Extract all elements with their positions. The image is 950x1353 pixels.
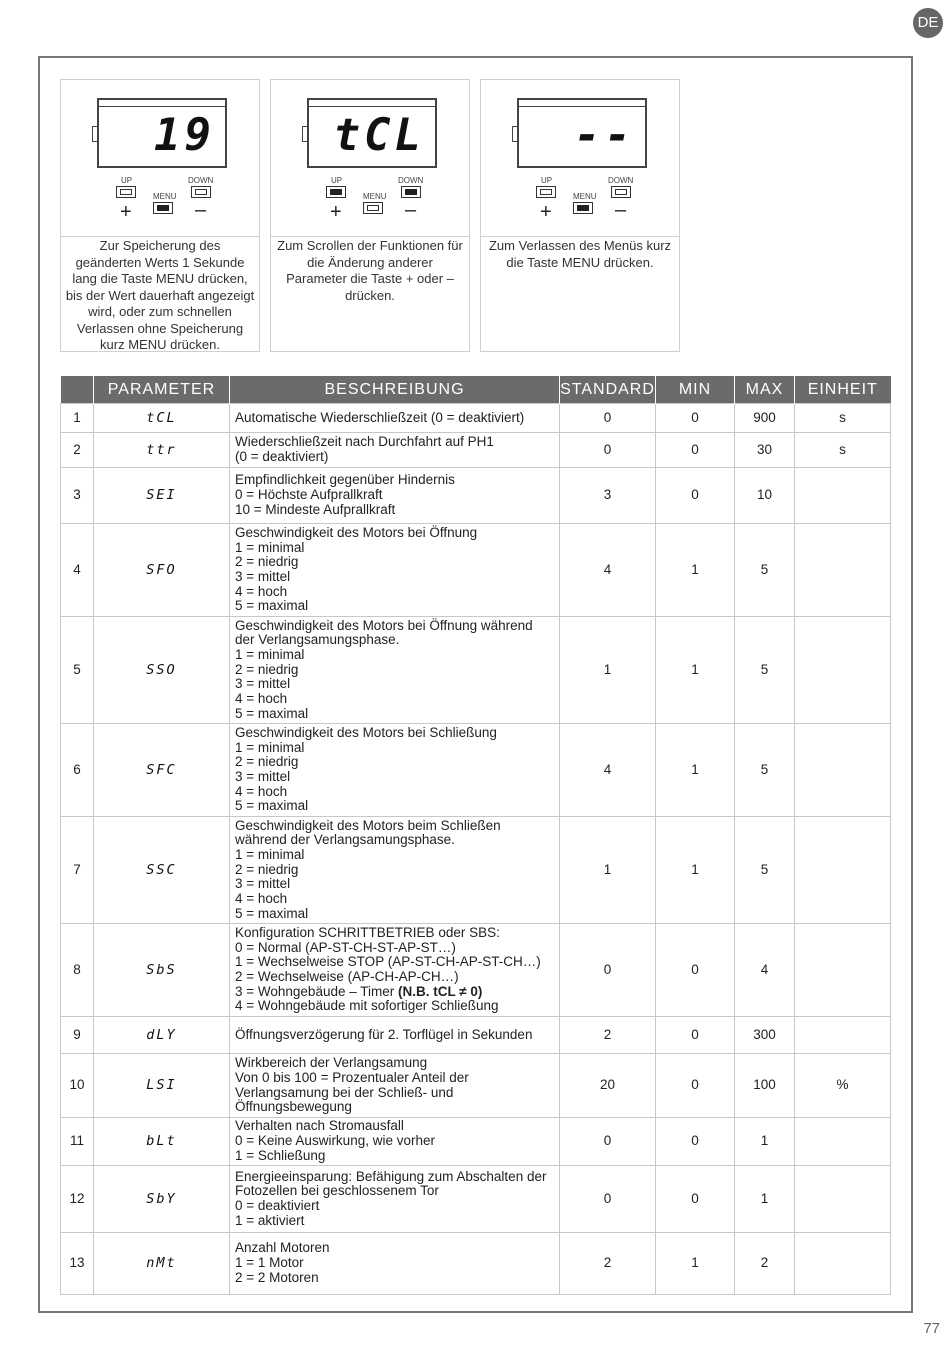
- description-text: 5 = maximal: [235, 705, 309, 721]
- description-line: [235, 1149, 556, 1164]
- instruction-panel-scroll: [270, 79, 470, 352]
- description-line: [235, 1214, 556, 1229]
- row-index: 1: [61, 404, 94, 433]
- description-line: [235, 770, 556, 785]
- up-label: UP: [331, 176, 343, 185]
- description-text: 2 = niedrig: [235, 754, 299, 770]
- description-line: [235, 1134, 556, 1149]
- parameter-description: [230, 1233, 560, 1295]
- header-parameter: PARAMETER: [94, 376, 230, 404]
- description-text: Geschwindigkeit des Motors bei Schließung: [235, 724, 497, 740]
- parameter-code: SFO: [94, 524, 230, 617]
- description-line: [235, 585, 556, 600]
- description-line: [235, 863, 556, 878]
- description-line: [235, 1184, 556, 1199]
- description-line: [235, 707, 556, 722]
- table-row: [61, 468, 891, 524]
- table-row: [61, 617, 891, 724]
- description-text: Anzahl Motoren: [235, 1240, 330, 1256]
- standard-value: 1: [560, 817, 656, 924]
- row-index: 2: [61, 433, 94, 468]
- description-line: [235, 648, 556, 663]
- description-line: [235, 473, 556, 488]
- description-line: [235, 892, 556, 907]
- description-line: [235, 1199, 556, 1214]
- standard-value: 1: [560, 617, 656, 724]
- description-text: Wirkbereich der Verlangsamung: [235, 1055, 428, 1071]
- description-line: [235, 1119, 556, 1134]
- unit-value: [795, 1017, 891, 1054]
- down-label: DOWN: [188, 176, 214, 185]
- description-text: 1 = aktiviert: [235, 1212, 305, 1228]
- standard-value: 4: [560, 524, 656, 617]
- plus-icon: +: [330, 201, 342, 223]
- description-line: [235, 435, 556, 450]
- table-row: [61, 524, 891, 617]
- description-text: 4 = hoch: [235, 891, 288, 907]
- description-line: [235, 1056, 556, 1071]
- max-value: 4: [735, 924, 795, 1017]
- unit-value: [795, 817, 891, 924]
- description-line: [235, 785, 556, 800]
- parameter-code: bLt: [94, 1118, 230, 1166]
- parameter-code: SFC: [94, 724, 230, 817]
- description-text: Geschwindigkeit des Motors beim Schließen: [235, 817, 501, 833]
- table-row: [61, 1017, 891, 1054]
- header-min: MIN: [656, 376, 735, 404]
- max-value: 30: [735, 433, 795, 468]
- max-value: 1: [735, 1118, 795, 1166]
- unit-value: s: [795, 404, 891, 433]
- max-value: 10: [735, 468, 795, 524]
- description-text: Energieeinsparung: Befähigung zum Abschalten der: [235, 1168, 547, 1184]
- parameter-code: ttr: [94, 433, 230, 468]
- table-row: [61, 817, 891, 924]
- down-label: DOWN: [398, 176, 424, 185]
- unit-value: [795, 924, 891, 1017]
- min-value: 0: [656, 1166, 735, 1233]
- min-value: 1: [656, 817, 735, 924]
- menu-label: MENU: [153, 192, 177, 201]
- description-line: [235, 755, 556, 770]
- description-text: 5 = maximal: [235, 798, 309, 814]
- description-line: [235, 1028, 556, 1043]
- max-value: 300: [735, 1017, 795, 1054]
- down-button: [401, 186, 421, 198]
- description-text: 2 = niedrig: [235, 661, 299, 677]
- row-index: 9: [61, 1017, 94, 1054]
- description-text: Automatische Wiederschließzeit (0 = deaktiviert): [235, 409, 525, 425]
- parameter-code: dLY: [94, 1017, 230, 1054]
- parameter-code: SbS: [94, 924, 230, 1017]
- standard-value: 0: [560, 924, 656, 1017]
- row-index: 11: [61, 1118, 94, 1166]
- description-text: Geschwindigkeit des Motors bei Öffnung während: [235, 617, 533, 633]
- unit-value: [795, 1166, 891, 1233]
- table-row: [61, 1166, 891, 1233]
- row-index: 10: [61, 1054, 94, 1118]
- plus-icon: +: [540, 201, 552, 223]
- row-index: 3: [61, 468, 94, 524]
- max-value: 5: [735, 524, 795, 617]
- description-text: 0 = deaktiviert: [235, 1198, 320, 1213]
- max-value: 1: [735, 1166, 795, 1233]
- description-line: [235, 1086, 556, 1101]
- description-line: [235, 663, 556, 678]
- description-line: [235, 955, 556, 970]
- parameter-description: [230, 617, 560, 724]
- description-text: 1 = minimal: [235, 739, 305, 755]
- header-max: MAX: [735, 376, 795, 404]
- description-text: Öffnungsbewegung: [235, 1099, 352, 1115]
- description-line: [235, 1271, 556, 1286]
- description-text: 1 = minimal: [235, 846, 305, 862]
- panel-caption: Zur Speicherung des geänderten Werts 1 Sekunde lang die Taste MENU drücken, bis der Wert dauerhaft angezeigt wird, oder zum schnellen Verlassen ohne Speicherung kurz MENU drücken.: [65, 238, 255, 352]
- description-line: [235, 926, 556, 941]
- description-text: Verhalten nach Stromausfall: [235, 1118, 404, 1134]
- description-text: (0 = deaktiviert): [235, 449, 329, 464]
- menu-label: MENU: [573, 192, 597, 201]
- lcd-display: [517, 98, 647, 168]
- min-value: 0: [656, 433, 735, 468]
- header-standard: STANDARD: [560, 376, 656, 404]
- description-text: 0 = Normal (AP-ST-CH-ST-AP-ST…): [235, 939, 456, 955]
- plus-icon: +: [120, 201, 132, 223]
- description-line: [235, 503, 556, 518]
- page-number: 77: [923, 1320, 940, 1337]
- instruction-panel-exit: [480, 79, 680, 352]
- table-row: [61, 1233, 891, 1295]
- description-text: 2 = Wechselweise (AP-CH-AP-CH…): [235, 969, 459, 984]
- description-text: Verlangsamung bei der Schließ- und: [235, 1084, 454, 1100]
- max-value: 100: [735, 1054, 795, 1118]
- description-text: 4 = hoch: [235, 583, 288, 599]
- unit-value: [795, 724, 891, 817]
- menu-button: [573, 202, 593, 214]
- lcd-display: [97, 98, 227, 168]
- row-index: 6: [61, 724, 94, 817]
- description-text: 3 = mittel: [235, 569, 291, 584]
- menu-label: MENU: [363, 192, 387, 201]
- parameter-description: [230, 1054, 560, 1118]
- standard-value: 3: [560, 468, 656, 524]
- description-text: 0 = Keine Auswirkung, wie vorher: [235, 1133, 435, 1149]
- lcd-digits: 19: [154, 110, 215, 161]
- description-text: 5 = maximal: [235, 598, 309, 614]
- min-value: 0: [656, 468, 735, 524]
- description-line: [235, 741, 556, 756]
- description-text: 2 = niedrig: [235, 861, 299, 877]
- description-line: [235, 677, 556, 692]
- description-line: [235, 1256, 556, 1271]
- row-index: 12: [61, 1166, 94, 1233]
- up-label: UP: [121, 176, 133, 185]
- table-row: [61, 404, 891, 433]
- parameter-description: [230, 404, 560, 433]
- description-line: [235, 619, 556, 634]
- unit-value: [795, 468, 891, 524]
- description-line: [235, 488, 556, 503]
- description-line: [235, 819, 556, 834]
- parameter-code: SSC: [94, 817, 230, 924]
- row-index: 5: [61, 617, 94, 724]
- header-unit: EINHEIT: [795, 376, 891, 404]
- description-line: [235, 999, 556, 1014]
- description-text: 1 = minimal: [235, 646, 305, 662]
- unit-value: %: [795, 1054, 891, 1118]
- description-line: [235, 726, 556, 741]
- menu-button: [153, 202, 173, 214]
- description-text: 4 = hoch: [235, 783, 288, 799]
- minus-icon: –: [615, 199, 627, 221]
- language-badge: DE: [913, 8, 943, 38]
- max-value: 5: [735, 617, 795, 724]
- description-text: 2 = niedrig: [235, 554, 299, 570]
- header-index: [61, 376, 94, 404]
- description-line: [235, 411, 556, 426]
- description-line: [235, 541, 556, 556]
- description-text: Fotozellen bei geschlossenem Tor: [235, 1183, 439, 1199]
- description-text: 2 = 2 Motoren: [235, 1269, 319, 1285]
- min-value: 0: [656, 924, 735, 1017]
- description-line: [235, 599, 556, 614]
- description-text: Wiederschließzeit nach Durchfahrt auf PH1: [235, 434, 494, 450]
- description-line: [235, 1241, 556, 1256]
- min-value: 1: [656, 1233, 735, 1295]
- parameter-description: [230, 724, 560, 817]
- max-value: 5: [735, 724, 795, 817]
- header-description: BESCHREIBUNG: [230, 376, 560, 404]
- parameter-code: tCL: [94, 404, 230, 433]
- description-text: Geschwindigkeit des Motors bei Öffnung: [235, 524, 478, 540]
- description-line: [235, 1100, 556, 1115]
- max-value: 900: [735, 404, 795, 433]
- table-row: [61, 433, 891, 468]
- parameter-code: SbY: [94, 1166, 230, 1233]
- display-illustration: [481, 80, 679, 237]
- table-row: [61, 724, 891, 817]
- up-label: UP: [541, 176, 553, 185]
- row-index: 13: [61, 1233, 94, 1295]
- unit-value: [795, 524, 891, 617]
- description-text: Öffnungsverzögerung für 2. Torflügel in Sekunden: [235, 1026, 533, 1042]
- min-value: 1: [656, 724, 735, 817]
- min-value: 0: [656, 1054, 735, 1118]
- description-text: 4 = hoch: [235, 691, 288, 707]
- up-button: [326, 186, 346, 198]
- parameter-description: [230, 468, 560, 524]
- menu-button: [363, 202, 383, 214]
- description-text: 3 = Wohngebäude – Timer: [235, 983, 398, 999]
- description-text: 1 = Wechselweise STOP (AP-ST-CH-AP-ST-CH…): [235, 954, 541, 970]
- min-value: 0: [656, 404, 735, 433]
- standard-value: 0: [560, 404, 656, 433]
- standard-value: 0: [560, 1118, 656, 1166]
- up-button: [116, 186, 136, 198]
- parameter-description: [230, 433, 560, 468]
- display-illustration: [61, 80, 259, 237]
- description-line: [235, 799, 556, 814]
- down-button: [611, 186, 631, 198]
- description-line: [235, 1170, 556, 1185]
- description-line: [235, 877, 556, 892]
- description-text: 0 = Höchste Aufprallkraft: [235, 487, 383, 503]
- description-text: 3 = mittel: [235, 676, 291, 692]
- table-row: [61, 1118, 891, 1166]
- parameter-code: SSO: [94, 617, 230, 724]
- description-line: [235, 1071, 556, 1086]
- description-text: 10 = Mindeste Aufprallkraft: [235, 501, 396, 517]
- description-text: 5 = maximal: [235, 905, 309, 921]
- lcd-digits: --: [574, 110, 635, 161]
- table-row: [61, 1054, 891, 1118]
- parameter-code: LSI: [94, 1054, 230, 1118]
- display-illustration: [271, 80, 469, 237]
- parameter-description: [230, 1166, 560, 1233]
- max-value: 2: [735, 1233, 795, 1295]
- description-text: 1 = minimal: [235, 539, 305, 555]
- parameter-code: SEI: [94, 468, 230, 524]
- unit-value: [795, 617, 891, 724]
- description-line: [235, 833, 556, 848]
- description-text: Empfindlichkeit gegenüber Hindernis: [235, 472, 455, 488]
- row-index: 4: [61, 524, 94, 617]
- description-text: 1 = Schließung: [235, 1147, 326, 1163]
- panel-caption: Zum Verlassen des Menüs kurz die Taste MENU drücken.: [488, 238, 672, 270]
- minus-icon: –: [195, 199, 207, 221]
- description-line: [235, 848, 556, 863]
- standard-value: 2: [560, 1017, 656, 1054]
- description-line: [235, 633, 556, 648]
- standard-value: 2: [560, 1233, 656, 1295]
- parameter-table: [60, 376, 891, 1295]
- description-line: [235, 985, 556, 1000]
- standard-value: 20: [560, 1054, 656, 1118]
- description-text: 4 = Wohngebäude mit sofortiger Schließung: [235, 998, 499, 1014]
- parameter-description: [230, 1118, 560, 1166]
- description-text: 3 = mittel: [235, 769, 291, 784]
- unit-value: s: [795, 433, 891, 468]
- panel-caption: Zum Scrollen der Funktionen für die Änderung anderer Parameter die Taste + oder – drücken.: [277, 238, 463, 303]
- standard-value: 0: [560, 1166, 656, 1233]
- instruction-panel-save: [60, 79, 260, 352]
- lcd-display: [307, 98, 437, 168]
- note-text: (N.B. tCL ≠ 0): [397, 983, 483, 999]
- unit-value: [795, 1118, 891, 1166]
- table-row: [61, 924, 891, 1017]
- parameter-code: nMt: [94, 1233, 230, 1295]
- max-value: 5: [735, 817, 795, 924]
- description-line: [235, 692, 556, 707]
- description-line: [235, 555, 556, 570]
- row-index: 8: [61, 924, 94, 1017]
- min-value: 1: [656, 617, 735, 724]
- description-text: Konfiguration SCHRITTBETRIEB oder SBS:: [235, 924, 500, 940]
- min-value: 0: [656, 1118, 735, 1166]
- parameter-description: [230, 817, 560, 924]
- standard-value: 0: [560, 433, 656, 468]
- description-text: Von 0 bis 100 = Prozentualer Anteil der: [235, 1069, 469, 1085]
- description-line: [235, 450, 556, 465]
- description-text: während der Verlangsamungsphase.: [235, 832, 455, 848]
- description-text: der Verlangsamungsphase.: [235, 632, 400, 648]
- parameter-description: [230, 524, 560, 617]
- standard-value: 4: [560, 724, 656, 817]
- up-button: [536, 186, 556, 198]
- description-text: 3 = mittel: [235, 876, 291, 892]
- description-line: [235, 526, 556, 541]
- minus-icon: –: [405, 199, 417, 221]
- description-line: [235, 907, 556, 922]
- table-header-row: [61, 376, 891, 404]
- min-value: 1: [656, 524, 735, 617]
- parameter-description: [230, 924, 560, 1017]
- parameter-description: [230, 1017, 560, 1054]
- description-line: [235, 941, 556, 956]
- lcd-digits: tCL: [333, 110, 425, 161]
- unit-value: [795, 1233, 891, 1295]
- row-index: 7: [61, 817, 94, 924]
- down-button: [191, 186, 211, 198]
- description-text: 1 = 1 Motor: [235, 1255, 304, 1271]
- description-line: [235, 970, 556, 985]
- min-value: 0: [656, 1017, 735, 1054]
- description-line: [235, 570, 556, 585]
- down-label: DOWN: [608, 176, 634, 185]
